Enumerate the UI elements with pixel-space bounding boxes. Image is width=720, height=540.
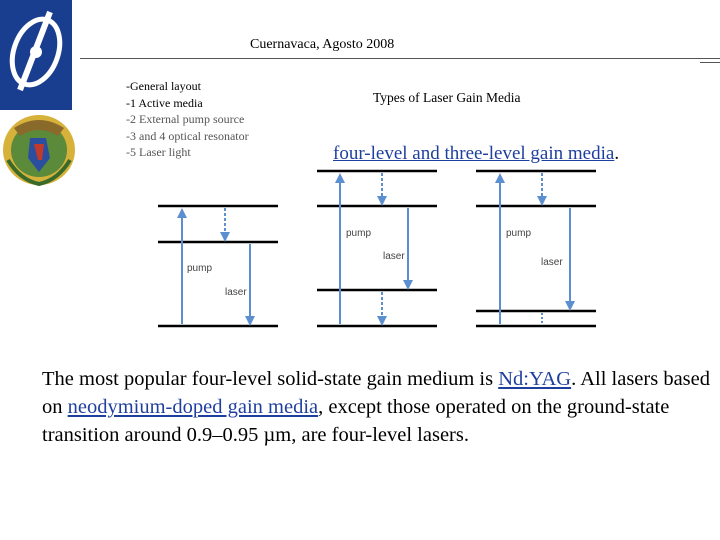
diagram-three-level-b — [476, 171, 596, 326]
laser-label: laser — [383, 251, 405, 262]
gain-media-link[interactable]: four-level and three-level gain media — [333, 143, 615, 164]
body-text-1: The most popular four-level solid-state gain medium is — [42, 368, 499, 390]
body-paragraph — [42, 365, 712, 449]
section-title: Types of Laser Gain Media — [373, 90, 521, 105]
outline-list — [126, 78, 249, 161]
outline-item-laser-light: -5 Laser light — [126, 145, 191, 159]
header-title: Cuernavaca, Agosto 2008 — [250, 37, 395, 52]
body-text-2: . All lasers based on — [42, 368, 711, 418]
outline-item-pump-source: -2 External pump source — [126, 112, 245, 126]
body-text-3: , except those operated on the ground-state transition around 0.9–0.95 µm, are four-level lasers. — [42, 396, 670, 446]
laser-label: laser — [225, 287, 247, 298]
pump-label: pump — [346, 228, 372, 239]
nd-yag-link[interactable]: Nd:YAG — [498, 368, 572, 390]
section-subtitle — [333, 143, 619, 165]
pump-label: pump — [506, 228, 532, 239]
pump-label: pump — [187, 263, 213, 274]
diagram-three-level-a — [158, 206, 278, 326]
neodymium-link[interactable]: neodymium-doped gain media — [67, 396, 319, 418]
outline-item-active-media: -1 Active media — [126, 95, 203, 110]
subtitle-period: . — [614, 143, 620, 164]
energy-level-diagrams — [150, 163, 610, 333]
institution-logo — [0, 0, 72, 110]
diagram-four-level — [317, 171, 437, 326]
header-divider-end — [700, 62, 720, 63]
university-seal — [0, 110, 78, 188]
outline-item-general-layout: -General layout — [126, 79, 201, 93]
laser-label: laser — [541, 257, 563, 268]
header-divider — [80, 58, 720, 59]
outline-item-optical-resonator: -3 and 4 optical resonator — [126, 128, 249, 143]
